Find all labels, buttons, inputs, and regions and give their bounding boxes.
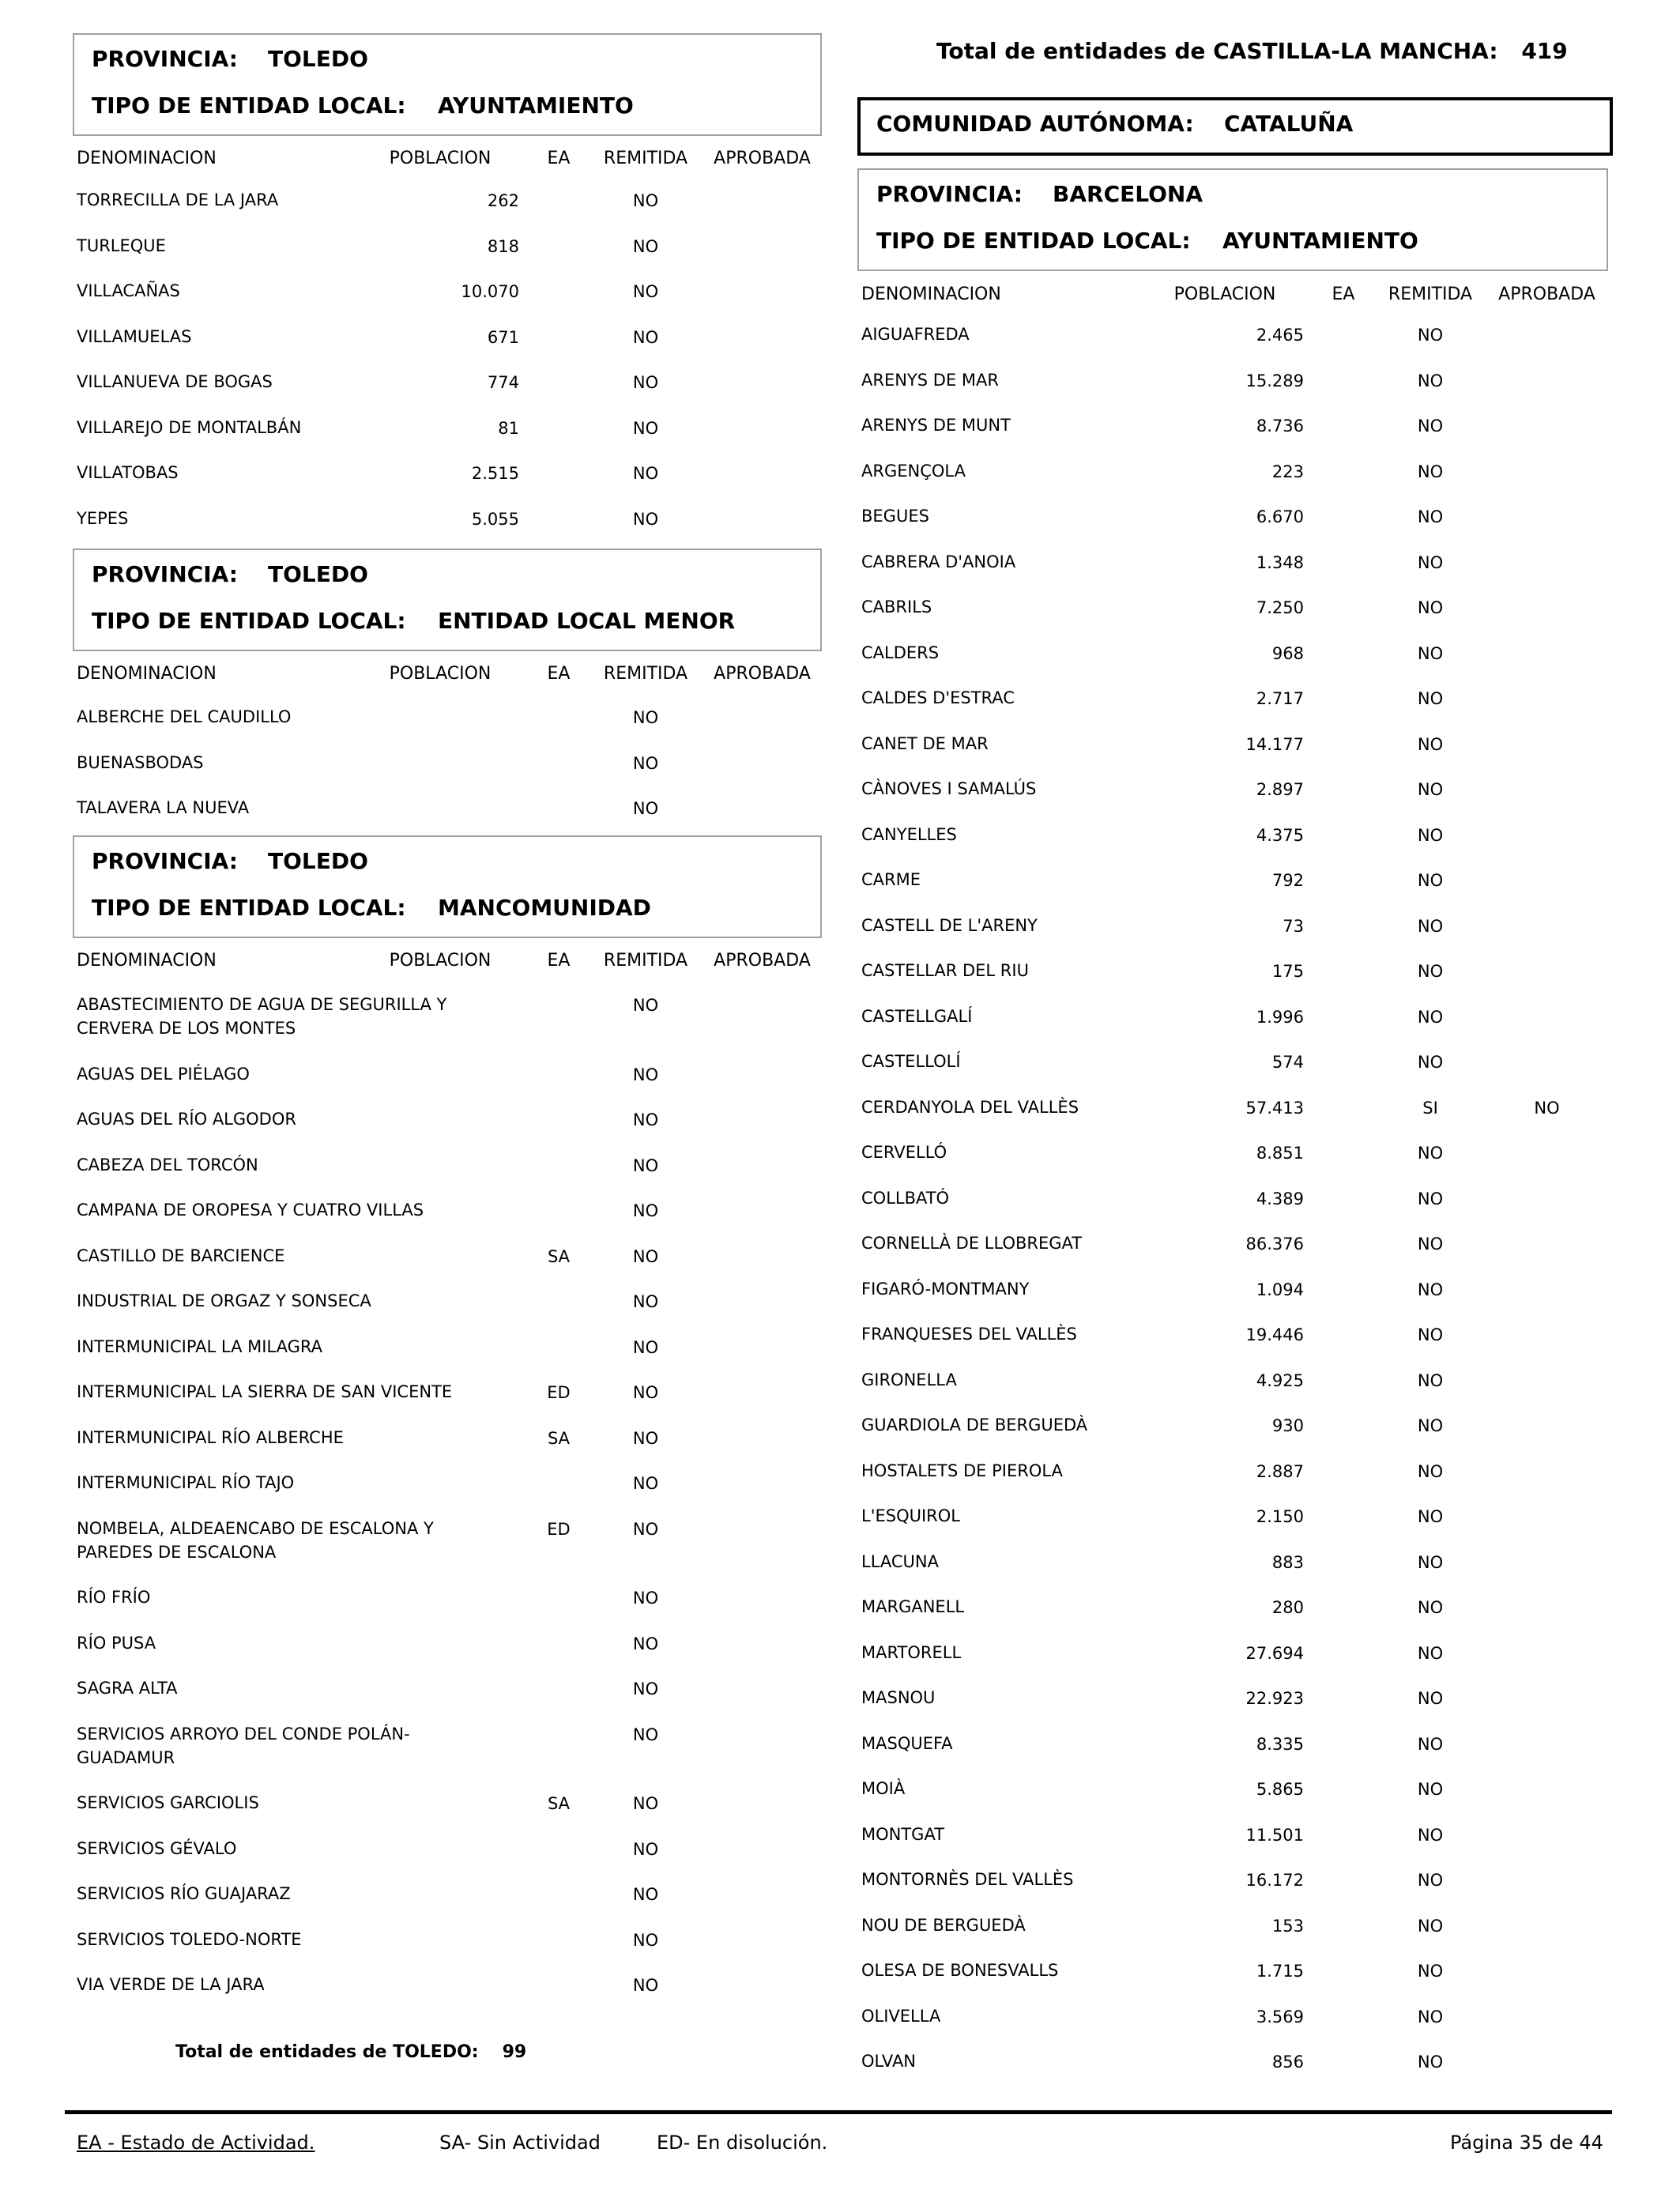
denominacion: CASTELLGALÍ: [861, 1006, 973, 1026]
remitida: NO: [632, 996, 659, 1015]
denominacion: AGUAS DEL PIÉLAGO: [77, 1064, 250, 1084]
remitida: NO: [632, 327, 659, 347]
legend-ea: EA - Estado de Actividad.: [77, 2132, 315, 2154]
remitida: NO: [632, 1065, 659, 1084]
denominacion: MASNOU: [861, 1688, 936, 1707]
denominacion: CAMPANA DE OROPESA Y CUATRO VILLAS: [77, 1201, 424, 1220]
remitida: NO: [632, 1337, 659, 1357]
remitida: NO: [1417, 1280, 1444, 1299]
remitida: NO: [632, 1428, 659, 1448]
denominacion: AGUAS DEL RÍO ALGODOR: [77, 1110, 296, 1129]
poblacion: 856: [1271, 2053, 1304, 2071]
denominacion: INDUSTRIAL DE ORGAZ Y SONSECA: [77, 1291, 371, 1310]
remitida: NO: [1417, 1144, 1444, 1163]
poblacion: 7.250: [1256, 598, 1304, 617]
poblacion: 1.715: [1256, 1962, 1304, 1981]
remitida: NO: [1417, 371, 1444, 390]
column-poblacion: POBLACION: [1173, 285, 1276, 304]
remitida: NO: [1417, 1871, 1444, 1890]
comunidad-autonoma-box: [857, 97, 1613, 156]
denominacion: INTERMUNICIPAL RÍO TAJO: [77, 1473, 295, 1492]
column-denominacion: DENOMINACION: [77, 149, 217, 168]
remitida: NO: [1417, 462, 1444, 481]
poblacion: 11.501: [1245, 1825, 1304, 1845]
denominacion: SAGRA ALTA: [77, 1679, 178, 1698]
poblacion: 16.172: [1245, 1871, 1304, 1890]
column-ea: EA: [547, 664, 571, 684]
poblacion: 22.923: [1245, 1689, 1304, 1708]
poblacion: 5.055: [471, 509, 519, 529]
remitida: NO: [632, 191, 659, 210]
poblacion: 2.887: [1256, 1461, 1304, 1481]
toledo-total: [175, 2042, 526, 2062]
poblacion: 2.897: [1256, 780, 1304, 799]
remitida: NO: [1417, 598, 1444, 617]
remitida: NO: [1417, 734, 1444, 754]
remitida: NO: [1417, 1916, 1444, 1936]
remitida: NO: [1417, 1507, 1444, 1526]
column-header-row: [73, 951, 822, 978]
remitida: NO: [632, 464, 659, 483]
denominacion: CORNELLÀ DE LLOBREGAT: [861, 1234, 1083, 1253]
estado-actividad: SA: [547, 1428, 571, 1448]
provincia-label: PROVINCIA:: [92, 561, 239, 587]
remitida: NO: [1417, 962, 1444, 981]
remitida: NO: [1417, 1235, 1444, 1253]
remitida: NO: [632, 1930, 659, 1950]
provincia-value: BARCELONA: [1053, 181, 1203, 207]
column-remitida: REMITIDA: [1388, 285, 1473, 304]
column-remitida: REMITIDA: [603, 664, 688, 684]
remitida: NO: [632, 236, 659, 256]
remitida: NO: [1417, 1643, 1444, 1663]
remitida: NO: [1417, 1325, 1444, 1344]
poblacion: 8.335: [1256, 1734, 1304, 1754]
column-poblacion: POBLACION: [389, 664, 492, 684]
poblacion: 1.996: [1256, 1007, 1304, 1027]
remitida: NO: [1417, 2053, 1444, 2071]
denominacion: CANYELLES: [861, 824, 957, 844]
column-denominacion: DENOMINACION: [77, 951, 217, 971]
denominacion: ARGENÇOLA: [861, 461, 966, 481]
denominacion: TURLEQUE: [77, 236, 166, 255]
denominacion: VIA VERDE DE LA JARA: [77, 1975, 265, 1994]
poblacion: 792: [1271, 871, 1304, 890]
estado-actividad: ED: [547, 1383, 571, 1402]
poblacion: 280: [1271, 1598, 1304, 1617]
remitida: NO: [632, 1589, 659, 1608]
column-aprobada: APROBADA: [714, 149, 811, 168]
denominacion: RÍO PUSA: [77, 1633, 156, 1653]
page-number: Página 35 de 44: [1450, 2132, 1603, 2154]
remitida: NO: [632, 1885, 659, 1904]
remitida: NO: [632, 753, 659, 773]
remitida: NO: [1417, 1780, 1444, 1799]
estado-actividad: ED: [547, 1519, 571, 1539]
denominacion: MARTORELL: [861, 1642, 962, 1662]
denominacion: BUENASBODAS: [77, 752, 204, 772]
toledo-total-label: Total de entidades de TOLEDO:: [175, 2042, 479, 2062]
column-remitida: REMITIDA: [603, 951, 688, 971]
poblacion: 574: [1271, 1053, 1304, 1072]
remitida: NO: [1417, 1962, 1444, 1981]
denominacion: CASTELL DE L'ARENY: [861, 915, 1038, 935]
column-poblacion: POBLACION: [389, 951, 492, 971]
denominacion: CALDERS: [861, 643, 940, 662]
entity-header-box: [73, 33, 822, 136]
denominacion: BEGUES: [861, 507, 929, 526]
poblacion: 5.865: [1256, 1780, 1304, 1799]
tipo-entidad-value: MANCOMUNIDAD: [438, 895, 651, 921]
remitida: NO: [1417, 1734, 1444, 1754]
tipo-entidad-label: TIPO DE ENTIDAD LOCAL:: [92, 895, 406, 921]
ccaa-total-label: Total de entidades de CASTILLA-LA MANCHA:: [936, 38, 1498, 64]
remitida: NO: [632, 1474, 659, 1493]
poblacion: 10.070: [461, 282, 519, 301]
poblacion: 15.289: [1245, 371, 1304, 390]
poblacion: 27.694: [1245, 1643, 1304, 1663]
remitida: NO: [632, 1292, 659, 1311]
denominacion: MASQUEFA: [861, 1733, 953, 1753]
poblacion: 8.851: [1256, 1144, 1304, 1163]
denominacion: TORRECILLA DE LA JARA: [77, 190, 279, 209]
column-denominacion: DENOMINACION: [861, 285, 1001, 304]
denominacion: ARENYS DE MAR: [861, 370, 999, 390]
column-ea: EA: [1332, 285, 1355, 304]
denominacion: OLVAN: [861, 2052, 917, 2071]
remitida: NO: [632, 1519, 659, 1539]
column-aprobada: APROBADA: [714, 664, 811, 684]
poblacion: 153: [1271, 1916, 1304, 1936]
denominacion: HOSTALETS DE PIEROLA: [861, 1461, 1063, 1480]
remitida: NO: [632, 1634, 659, 1653]
remitida: NO: [632, 418, 659, 438]
remitida: NO: [632, 1383, 659, 1402]
denominacion: L'ESQUIROL: [861, 1506, 960, 1525]
tipo-entidad-label: TIPO DE ENTIDAD LOCAL:: [876, 228, 1191, 254]
remitida: NO: [1417, 552, 1444, 572]
denominacion: YEPES: [77, 508, 129, 528]
remitida: NO: [632, 1976, 659, 1995]
tipo-entidad-value: AYUNTAMIENTO: [438, 92, 634, 119]
remitida: NO: [1417, 1189, 1444, 1208]
poblacion: 4.375: [1256, 825, 1304, 845]
denominacion: MARGANELL: [861, 1597, 965, 1616]
estado-actividad: SA: [547, 1246, 571, 1266]
footer-divider: [65, 2110, 1612, 2114]
column-aprobada: APROBADA: [1498, 285, 1595, 304]
remitida: NO: [1417, 643, 1444, 663]
denominacion: INTERMUNICIPAL LA MILAGRA: [77, 1336, 322, 1356]
denominacion: CANET DE MAR: [861, 733, 989, 753]
remitida: NO: [1417, 1552, 1444, 1572]
denominacion: NOU DE BERGUEDÀ: [861, 1915, 1026, 1935]
poblacion: 73: [1283, 916, 1304, 936]
remitida: NO: [1417, 507, 1444, 526]
remitida: NO: [1417, 825, 1444, 845]
remitida: NO: [1417, 1370, 1444, 1390]
denominacion: ARENYS DE MUNT: [861, 416, 1011, 435]
denominacion: LLACUNA: [861, 1551, 939, 1571]
provincia-value: TOLEDO: [268, 561, 368, 587]
poblacion: 2.150: [1256, 1507, 1304, 1526]
poblacion: 968: [1271, 643, 1304, 663]
provincia-label: PROVINCIA:: [92, 46, 239, 72]
column-ea: EA: [547, 149, 571, 168]
entity-header-box: [73, 835, 822, 938]
entity-header-box: [73, 548, 822, 651]
poblacion: 883: [1271, 1552, 1304, 1572]
remitida: NO: [1417, 1598, 1444, 1617]
poblacion: 8.736: [1256, 417, 1304, 435]
remitida: NO: [1417, 1416, 1444, 1435]
provincia-label: PROVINCIA:: [92, 848, 239, 874]
ccaa-total-value: 419: [1521, 38, 1568, 64]
column-header-row: [73, 149, 822, 175]
tipo-entidad-label: TIPO DE ENTIDAD LOCAL:: [92, 608, 406, 634]
remitida: NO: [632, 1839, 659, 1859]
denominacion: GIRONELLA: [861, 1370, 957, 1389]
denominacion: SERVICIOS TOLEDO-NORTE: [77, 1929, 302, 1949]
entity-header-box: [857, 168, 1608, 271]
denominacion: MONTGAT: [861, 1824, 945, 1844]
provincia-label: PROVINCIA:: [876, 181, 1023, 207]
denominacion: VILLAREJO DE MONTALBÁN: [77, 417, 302, 437]
remitida: NO: [1417, 1825, 1444, 1845]
remitida: NO: [632, 708, 659, 727]
poblacion: 1.348: [1256, 552, 1304, 572]
remitida: NO: [1417, 326, 1444, 345]
denominacion: CABRILS: [861, 598, 932, 616]
denominacion: CALDES D'ESTRAC: [861, 688, 1015, 707]
poblacion: 175: [1271, 962, 1304, 981]
denominacion: CABEZA DEL TORCÓN: [77, 1155, 258, 1174]
denominacion: ALBERCHE DEL CAUDILLO: [77, 707, 292, 726]
denominacion: VILLAMUELAS: [77, 326, 192, 346]
remitida: NO: [632, 1201, 659, 1220]
denominacion: COLLBATÓ: [861, 1188, 950, 1208]
denominacion: CERDANYOLA DEL VALLÈS: [861, 1097, 1079, 1117]
tipo-entidad-value: ENTIDAD LOCAL MENOR: [438, 608, 736, 634]
poblacion: 4.925: [1256, 1370, 1304, 1390]
denominacion: CARME: [861, 870, 921, 889]
remitida: NO: [632, 509, 659, 529]
denominacion: VILLANUEVA DE BOGAS: [77, 372, 273, 391]
denominacion: OLIVELLA: [861, 2006, 941, 2026]
poblacion: 19.446: [1245, 1325, 1304, 1344]
remitida: NO: [632, 373, 659, 392]
remitida: NO: [632, 282, 659, 301]
denominacion: VILLACAÑAS: [77, 281, 180, 300]
poblacion: 2.465: [1256, 326, 1304, 345]
denominacion: SERVICIOS ARROYO DEL CONDE POLÁN-GUADAMUR: [77, 1724, 410, 1767]
denominacion: CASTELLOLÍ: [861, 1052, 961, 1071]
legend-sa: SA- Sin Actividad: [439, 2132, 601, 2154]
denominacion: SERVICIOS GARCIOLIS: [77, 1793, 259, 1812]
column-header-row: [857, 285, 1608, 311]
tipo-entidad-label: TIPO DE ENTIDAD LOCAL:: [92, 92, 406, 119]
remitida: NO: [1417, 1689, 1444, 1708]
denominacion: AIGUAFREDA: [861, 325, 970, 344]
remitida: NO: [632, 1725, 659, 1744]
poblacion: 6.670: [1256, 507, 1304, 526]
poblacion: 57.413: [1245, 1098, 1304, 1118]
denominacion: MOIÀ: [861, 1779, 906, 1798]
poblacion: 223: [1271, 462, 1304, 481]
remitida: NO: [1417, 916, 1444, 936]
denominacion: CASTILLO DE BARCIENCE: [77, 1246, 285, 1265]
remitida: NO: [1417, 1053, 1444, 1072]
estado-actividad: SA: [547, 1794, 571, 1813]
provincia-value: TOLEDO: [268, 46, 368, 72]
toledo-total-value: 99: [502, 2042, 527, 2062]
remitida: NO: [1417, 1007, 1444, 1027]
remitida: SI: [1422, 1098, 1438, 1118]
column-ea: EA: [547, 951, 571, 971]
ccaa-label: COMUNIDAD AUTÓNOMA:: [876, 111, 1194, 137]
denominacion: CABRERA D'ANOIA: [861, 552, 1016, 571]
poblacion: 14.177: [1245, 734, 1304, 754]
poblacion: 3.569: [1256, 2007, 1304, 2026]
remitida: NO: [1417, 780, 1444, 799]
poblacion: 818: [487, 236, 519, 256]
column-aprobada: APROBADA: [714, 951, 811, 971]
denominacion: INTERMUNICIPAL LA SIERRA DE SAN VICENTE: [77, 1382, 453, 1401]
column-poblacion: POBLACION: [389, 149, 492, 168]
remitida: NO: [632, 1794, 659, 1813]
denominacion: VILLATOBAS: [77, 463, 179, 482]
denominacion: FIGARÓ-MONTMANY: [861, 1279, 1030, 1299]
remitida: NO: [1417, 417, 1444, 435]
aprobada: NO: [1534, 1098, 1560, 1118]
remitida: NO: [632, 799, 659, 818]
legend-ed: ED- En disolución.: [657, 2132, 828, 2154]
remitida: NO: [632, 1679, 659, 1698]
poblacion: 1.094: [1256, 1280, 1304, 1299]
poblacion: 262: [487, 191, 519, 210]
poblacion: 2.717: [1256, 689, 1304, 708]
denominacion: ABASTECIMIENTO DE AGUA DE SEGURILLA Y CERVERA DE LOS MONTES: [77, 995, 447, 1038]
remitida: NO: [1417, 689, 1444, 708]
denominacion: SERVICIOS RÍO GUAJARAZ: [77, 1884, 291, 1903]
denominacion: MONTORNÈS DEL VALLÈS: [861, 1870, 1074, 1889]
remitida: NO: [1417, 2007, 1444, 2026]
poblacion: 671: [487, 327, 519, 347]
ccaa-value: CATALUÑA: [1224, 111, 1354, 137]
denominacion: CASTELLAR DEL RIU: [861, 961, 1029, 980]
denominacion: FRANQUESES DEL VALLÈS: [861, 1325, 1077, 1344]
remitida: NO: [1417, 871, 1444, 890]
remitida: NO: [1417, 1461, 1444, 1481]
remitida: NO: [632, 1110, 659, 1129]
column-header-row: [73, 664, 822, 691]
column-denominacion: DENOMINACION: [77, 664, 217, 684]
poblacion: 4.389: [1256, 1189, 1304, 1208]
denominacion: CERVELLÓ: [861, 1143, 947, 1162]
denominacion: OLESA DE BONESVALLS: [861, 1961, 1059, 1980]
provincia-value: TOLEDO: [268, 848, 368, 874]
denominacion: CÀNOVES I SAMALÚS: [861, 779, 1037, 798]
ccaa-total: [936, 38, 1568, 64]
remitida: NO: [632, 1155, 659, 1175]
denominacion: INTERMUNICIPAL RÍO ALBERCHE: [77, 1427, 344, 1447]
column-remitida: REMITIDA: [603, 149, 688, 168]
denominacion: RÍO FRÍO: [77, 1588, 151, 1607]
denominacion: GUARDIOLA DE BERGUEDÀ: [861, 1416, 1088, 1434]
denominacion: TALAVERA LA NUEVA: [77, 798, 250, 817]
poblacion: 86.376: [1245, 1235, 1304, 1253]
poblacion: 2.515: [471, 464, 519, 483]
tipo-entidad-value: AYUNTAMIENTO: [1222, 228, 1418, 254]
denominacion: SERVICIOS GÉVALO: [77, 1838, 237, 1858]
poblacion: 774: [487, 373, 519, 392]
denominacion: NOMBELA, ALDEAENCABO DE ESCALONA Y PAREDES DE ESCALONA: [77, 1518, 434, 1562]
poblacion: 930: [1271, 1416, 1304, 1435]
poblacion: 81: [498, 418, 519, 438]
remitida: NO: [632, 1246, 659, 1266]
